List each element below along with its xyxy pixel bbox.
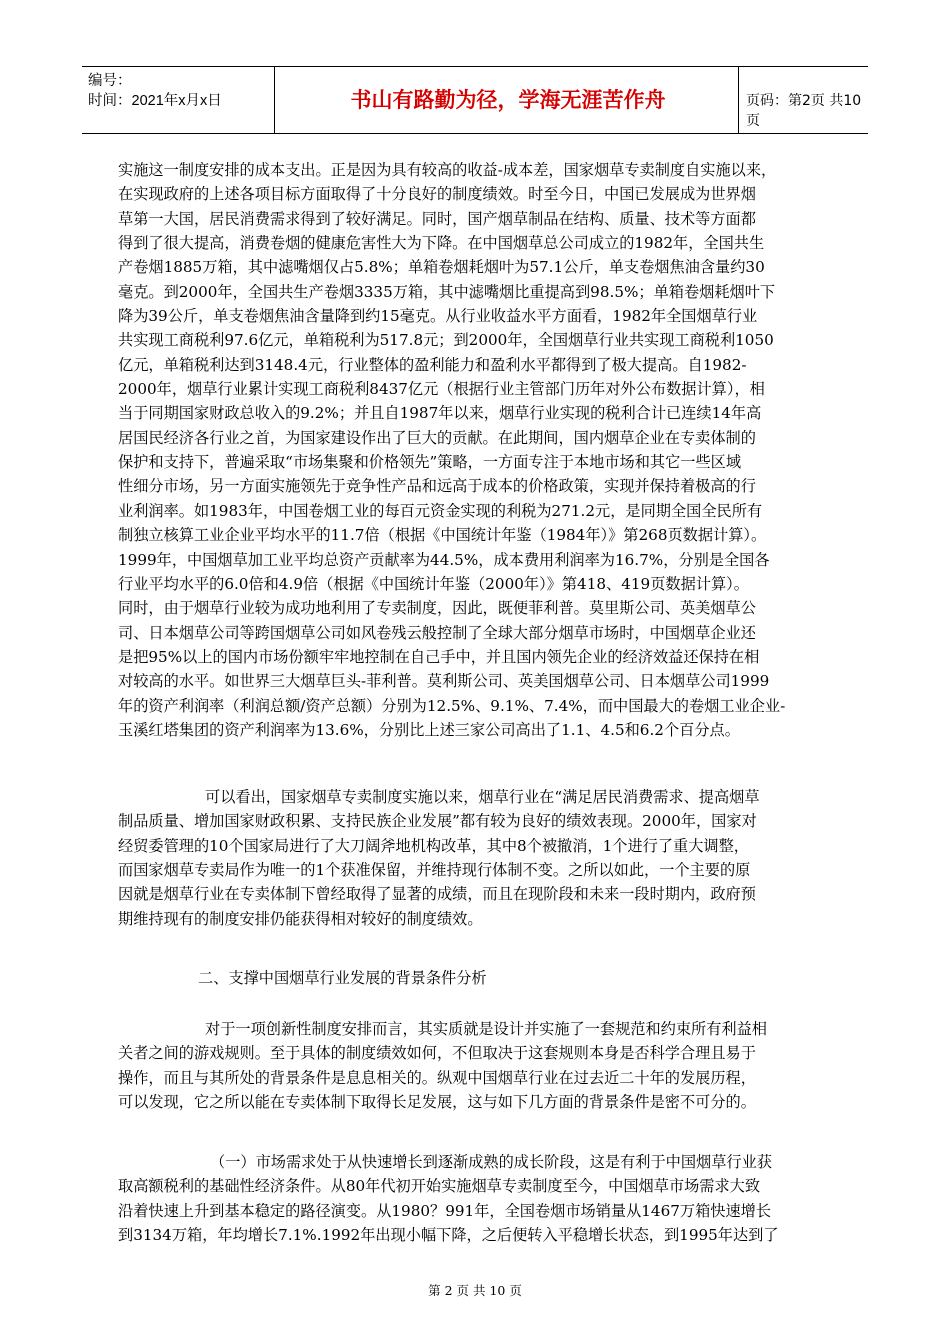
text-line: 年的资产利润率（利润总额/资产总额）分别为12.5%、9.1%、7.4%，而中国最大的卷烟工业企业- [118,696,786,715]
text-line: 取高额税利的基础性经济条件。从80年代初开始实施烟草专卖制度至今，中国烟草市场需求大致 [118,1177,761,1196]
text-line: 因就是烟草行业在专卖体制下曾经取得了显著的成绩，而且在现阶段和未来一段时期内，政府预 [118,885,756,904]
text-line: 玉溪红塔集团的资产利润率为13.6%，分别比上述三家公司高出了1.1、4.5和6.2个百分点。 [118,720,740,739]
text-line: 可以发现，它之所以能在专卖体制下取得长足发展，这与如下几方面的背景条件是密不可分的。 [118,1093,756,1112]
text-line: 毫克。到2000年，全国共生产卷烟3335万箱，其中滤嘴烟比重提高到98.5%；单箱卷烟耗烟叶下 [118,282,776,301]
text-line: 性细分市场，另一方面实施领先于竞争性产品和远高于成本的价格政策，实现并保持着极高的行 [118,477,756,496]
section-heading [198,966,487,990]
code-label: 编号： [88,73,132,89]
text-line: 2000年，烟草行业累计实现工商税利8437亿元（根据行业主管部门历年对外公布数据计算），相 [118,380,765,399]
header-meta [88,71,222,111]
paragraph-3 [118,1017,767,1114]
text-line: 保护和支持下，普遍采取“市场集聚和价格领先”策略，一方面专注于本地市场和其它一些区域 [118,453,742,472]
text-line: 制品质量、增加国家财政积累、支持民族企业发展”都有较为良好的绩效表现。2000年，国家对 [118,812,757,831]
text-line: 对于一项创新性制度安排而言，其实质就是设计并实施了一套规范和约束所有利益相 [205,1020,767,1038]
text-line: 居国民经济各行业之首，为国家建设作出了巨大的贡献。在此期间，国内烟草企业在专卖体制的 [118,428,756,447]
header-divider [738,67,739,133]
paragraph-2 [118,785,760,931]
text-line: 1999年，中国烟草加工业平均总资产贡献率为44.5%，成本费用利润率为16.7%，分别是全国各 [118,550,770,569]
text-line: 共实现工商税利97.6亿元，单箱税利为517.8元；到2000年，全国烟草行业共实现工商税利1050 [118,331,774,350]
text-line: 草第一大国，居民消费需求得到了较好满足。同时，国产烟草制品在结构、质量、技术等方面都 [118,209,756,228]
text-line: 对较高的水平。如世界三大烟草巨头-菲利普。莫利斯公司、英美国烟草公司、日本烟草公司1999 [118,672,770,691]
page-header [82,66,868,134]
header-motto: 书山有路勤为径，学海无涯苦作舟 [350,88,666,112]
text-line: 而国家烟草专卖局作为唯一的1个获准保留，并维持现行体制不变。之所以如此，一个主要的原 [118,861,751,880]
text-line: 期维持现有的制度安排仍能获得相对较好的制度绩效。 [118,909,483,928]
text-line: 到3134万箱，年均增长7.1%.1992年出现小幅下降，之后便转入平稳增长状态，到1995年达到了 [118,1226,779,1245]
text-line: 制独立核算工业企业平均水平的11.7倍（根据《中国统计年鉴（1984年）》第268页数据计算）。 [118,526,767,545]
page-number-label: 页码：第2页 共10页 [746,93,862,129]
text-line: 得到了很大提高，消费卷烟的健康危害性大为下降。在中国烟草总公司成立的1982年，全国共生 [118,234,765,253]
text-line: 操作，而且与其所处的背景条件是息息相关的。纵观中国烟草行业在过去近二十年的发展历程， [118,1068,756,1087]
text-line: （一）市场需求处于从快速增长到逐渐成熟的成长阶段，这是有利于中国烟草行业获 [210,1153,772,1171]
text-line: 经贸委管理的10个国家局进行了大刀阔斧地机构改革，其中8个被撤消，1个进行了重大调整， [118,836,749,855]
text-line: 实施这一制度安排的成本支出。正是因为具有较高的收益-成本差，国家烟草专卖制度自实施以来， [118,161,777,179]
time-label: 时间：2021年x月x日 [88,93,222,109]
text-line: 当于同期国家财政总收入的9.2%；并且自1987年以来，烟草行业实现的税利合计已连续14年高 [118,404,762,423]
text-line: 可以看出，国家烟草专卖制度实施以来，烟草行业在“满足居民消费需求、提高烟草 [205,788,760,806]
text-line: 产卷烟1885万箱，其中滤嘴烟仅占5.8%；单箱卷烟耗烟叶为57.1公斤，单支卷烟焦油含量约30 [118,258,765,277]
text-line: 在实现政府的上述各项目标方面取得了十分良好的制度绩效。时至今日，中国已发展成为世界烟 [118,185,756,204]
section-heading-text: 二、支撑中国烟草行业发展的背景条件分析 [198,969,487,987]
text-line: 亿元，单箱税利达到3148.4元，行业整体的盈利能力和盈利水平都得到了极大提高。自1982- [118,355,747,374]
paragraph-1 [118,158,785,742]
text-line: 关者之间的游戏规则。至于具体的制度绩效如何，不但取决于这套规则本身是否科学合理且易于 [118,1044,756,1063]
text-line: 是把95%以上的国内市场份额牢牢地控制在自己手中，并且国内领先企业的经济效益还保持在相 [118,647,760,666]
text-line: 同时，由于烟草行业较为成功地利用了专卖制度，因此，既便菲利普。莫里斯公司、英美烟草公 [118,599,756,618]
header-divider [274,67,275,133]
text-line: 降为39公斤，单支卷烟焦油含量降到约15毫克。从行业收益水平方面看，1982年全国烟草行业 [118,307,758,326]
text-line: 行业平均水平的6.0倍和4.9倍（根据《中国统计年鉴（2000年）》第418、419页数据计算）。 [118,574,749,593]
text-line: 司、日本烟草公司等跨国烟草公司如风卷残云般控制了全球大部分烟草市场时，中国烟草企业还 [118,623,756,642]
paragraph-4 [118,1150,779,1247]
page-footer: 第 2 页 共 10 页 [428,1283,522,1298]
text-line: 沿着快速上升到基本稳定的路径演变。从1980？991年，全国卷烟市场销量从1467万箱快速增长 [118,1201,772,1220]
text-line: 业利润率。如1983年，中国卷烟工业的每百元资金实现的利税为271.2元，是同期全国全民所有 [118,501,763,520]
